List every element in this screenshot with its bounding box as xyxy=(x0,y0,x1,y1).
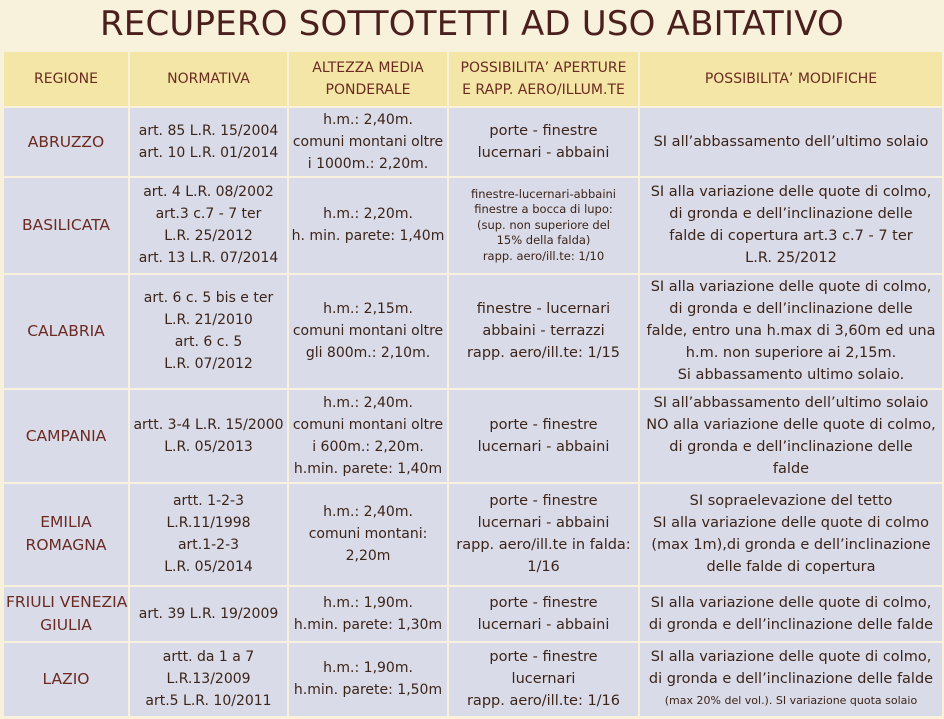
cell-normativa xyxy=(129,483,288,585)
cell-modifiche-line: SI alla variazione delle quote di colmo xyxy=(652,515,929,532)
cell-aperture-line: rapp. aero/ill.te in falda: xyxy=(456,537,631,554)
cell-normativa-line: art. 4 L.R. 08/2002 xyxy=(143,184,274,201)
cell-regione-line: ABRUZZO xyxy=(27,132,105,151)
cell-modifiche-line: Si abbassamento ultimo solaio. xyxy=(677,367,905,384)
cell-modifiche-line: di gronda e dell’inclinazione delle falde xyxy=(648,671,934,688)
cell-regione xyxy=(3,483,129,585)
cell-normativa xyxy=(129,177,288,273)
cell-modifiche xyxy=(639,107,943,177)
cell-aperture xyxy=(448,274,639,389)
cell-altezza-line: h.min. parete: 1,30m xyxy=(293,616,443,633)
cell-aperture-line: rapp. aero/ill.te: 1/15 xyxy=(466,345,621,362)
cell-aperture-line: finestre a bocca di lupo: xyxy=(474,202,613,217)
header-normativa: NORMATIVA xyxy=(129,51,288,107)
cell-normativa-line: art. 6 c. 5 xyxy=(174,334,243,351)
cell-modifiche xyxy=(639,586,943,642)
cell-normativa-line: artt. 3-4 L.R. 15/2000 xyxy=(133,417,284,434)
page-title: RECUPERO SOTTOTETTI AD USO ABITATIVO xyxy=(99,4,845,44)
cell-modifiche-line: falde di copertura art.3 c.7 - 7 ter xyxy=(669,228,913,245)
cell-modifiche xyxy=(639,483,943,585)
cell-modifiche-line: SI all’abbassamento dell’ultimo solaio xyxy=(653,134,929,151)
table-row xyxy=(3,107,943,177)
cell-altezza-line: comuni montani oltre xyxy=(292,323,444,340)
cell-aperture-line: lucernari - abbaini xyxy=(477,515,610,532)
cell-modifiche-line: SI sopraelevazione del tetto xyxy=(689,493,893,510)
cell-aperture-line: lucernari xyxy=(511,671,576,688)
cell-normativa-line: artt. 1-2-3 xyxy=(172,493,245,510)
table-row xyxy=(3,274,943,389)
table-row xyxy=(3,586,943,642)
cell-aperture-line: porte - finestre xyxy=(489,594,598,611)
cell-aperture-line: rapp. aero/ill.te: 1/10 xyxy=(482,248,605,263)
cell-aperture-line: porte - finestre xyxy=(489,123,598,140)
cell-modifiche-line: SI alla variazione delle quote di colmo, xyxy=(650,279,932,296)
header-row xyxy=(3,51,943,107)
cell-altezza-line: h. min. parete: 1,40m xyxy=(291,228,445,245)
table-row xyxy=(3,177,943,273)
header-regione: REGIONE xyxy=(3,51,129,107)
cell-regione-line: ROMAGNA xyxy=(25,536,107,555)
cell-modifiche-line: SI all’abbassamento dell’ultimo solaio xyxy=(653,395,929,412)
cell-regione-line: FRIULI VENEZIA xyxy=(6,592,128,611)
cell-regione xyxy=(3,642,129,717)
cell-normativa-line: art. 85 L.R. 15/2004 xyxy=(138,123,279,140)
cell-normativa-line: artt. da 1 a 7 xyxy=(162,649,255,666)
cell-altezza-line: h.min. parete: 1,50m xyxy=(293,682,443,699)
cell-normativa-line: L.R. 21/2010 xyxy=(164,312,253,329)
cell-aperture-line: rapp. aero/ill.te: 1/16 xyxy=(466,693,621,710)
table-row xyxy=(3,642,943,717)
cell-aperture-line: abbaini - terrazzi xyxy=(482,323,605,340)
cell-modifiche-line: falde, entro una h.max di 3,60m ed una xyxy=(646,323,936,340)
cell-normativa-line: art. 13 L.R. 07/2014 xyxy=(138,250,279,267)
cell-altezza-line: gli 800m.: 2,10m. xyxy=(305,345,431,362)
cell-modifiche-note: (max 20% del vol.). SI variazione quota solaio xyxy=(664,694,918,708)
cell-aperture xyxy=(448,107,639,177)
cell-modifiche-line: falde xyxy=(772,461,810,478)
cell-normativa-line: L.R.11/1998 xyxy=(166,515,251,532)
cell-aperture-line: porte - finestre xyxy=(489,493,598,510)
cell-altezza-line: i 1000m.: 2,20m. xyxy=(307,156,429,173)
header-altezza: ALTEZZA MEDIA PONDERALE xyxy=(288,51,448,107)
cell-regione xyxy=(3,389,129,483)
cell-normativa-line: L.R. 25/2012 xyxy=(164,228,253,245)
cell-aperture xyxy=(448,389,639,483)
cell-normativa-line: L.R. 07/2012 xyxy=(164,356,253,373)
cell-normativa-line: art.1-2-3 xyxy=(177,537,240,554)
cell-altezza-line: h.m.: 2,15m. xyxy=(323,301,413,318)
cell-modifiche-line: SI alla variazione delle quote di colmo, xyxy=(650,594,932,611)
cell-normativa-line: L.R. 05/2014 xyxy=(164,559,253,576)
cell-aperture-line: finestre-lucernari-abbaini xyxy=(471,186,616,201)
cell-aperture xyxy=(448,586,639,642)
cell-aperture xyxy=(448,483,639,585)
cell-normativa xyxy=(129,586,288,642)
cell-regione xyxy=(3,177,129,273)
cell-altezza xyxy=(288,274,448,389)
cell-regione-line: LAZIO xyxy=(42,669,90,688)
cell-altezza xyxy=(288,389,448,483)
header-modifiche: POSSIBILITA’ MODIFICHE xyxy=(639,51,943,107)
cell-altezza xyxy=(288,107,448,177)
cell-altezza-line: h.m.: 2,40m. xyxy=(323,504,413,521)
cell-modifiche-line: h.m. non superiore ai 2,15m. xyxy=(685,345,897,362)
cell-normativa-line: L.R. 05/2013 xyxy=(164,439,253,456)
cell-aperture-line: porte - finestre xyxy=(489,649,598,666)
cell-aperture-line: finestre - lucernari xyxy=(476,301,611,318)
cell-modifiche-line: SI alla variazione delle quote di colmo, xyxy=(650,184,932,201)
cell-aperture-line: 1/16 xyxy=(527,559,560,576)
cell-modifiche xyxy=(639,177,943,273)
cell-regione-line: CAMPANIA xyxy=(25,426,107,445)
cell-modifiche xyxy=(639,389,943,483)
regions-table xyxy=(2,50,944,718)
cell-normativa xyxy=(129,274,288,389)
cell-regione xyxy=(3,586,129,642)
cell-normativa-line: art.3 c.7 - 7 ter xyxy=(155,206,262,223)
cell-altezza-line: comuni montani oltre xyxy=(292,134,444,151)
cell-altezza-line: h.m.: 2,20m. xyxy=(323,206,413,223)
cell-altezza-line: h.min. parete: 1,40m xyxy=(293,461,443,478)
cell-modifiche-line: (max 1m),di gronda e dell’inclinazione xyxy=(651,537,931,554)
cell-modifiche xyxy=(639,642,943,717)
cell-altezza xyxy=(288,642,448,717)
cell-normativa xyxy=(129,389,288,483)
cell-altezza-line: comuni montani oltre xyxy=(292,417,444,434)
cell-altezza-line: 2,20m xyxy=(345,548,391,565)
table-row xyxy=(3,483,943,585)
cell-normativa-line: art. 39 L.R. 19/2009 xyxy=(138,605,279,622)
cell-altezza-line: h.m.: 1,90m. xyxy=(323,594,413,611)
cell-regione-line: BASILICATA xyxy=(22,215,110,234)
cell-normativa-line: art.5 L.R. 10/2011 xyxy=(145,693,272,710)
table-row xyxy=(3,389,943,483)
cell-modifiche-line: di gronda e dell’inclinazione delle xyxy=(669,301,913,318)
cell-normativa xyxy=(129,107,288,177)
cell-aperture-line: (sup. non superiore del xyxy=(476,217,611,232)
cell-normativa-line: art. 6 c. 5 bis e ter xyxy=(143,290,274,307)
cell-regione xyxy=(3,107,129,177)
cell-altezza-line: h.m.: 2,40m. xyxy=(323,112,413,129)
cell-altezza xyxy=(288,177,448,273)
cell-modifiche-line: SI alla variazione delle quote di colmo, xyxy=(650,649,932,666)
cell-modifiche-line: di gronda e dell’inclinazione delle falde xyxy=(648,616,934,633)
cell-regione-line: EMILIA xyxy=(40,513,92,532)
cell-normativa-line: L.R.13/2009 xyxy=(166,671,251,688)
cell-altezza-line: i 600m.: 2,20m. xyxy=(312,439,424,456)
cell-aperture xyxy=(448,642,639,717)
cell-modifiche-line: delle falde di copertura xyxy=(706,559,876,576)
cell-aperture-line: 15% della falda) xyxy=(496,233,591,248)
cell-altezza xyxy=(288,586,448,642)
cell-modifiche-line: L.R. 25/2012 xyxy=(745,250,837,267)
cell-altezza-line: comuni montani: xyxy=(308,526,428,543)
cell-regione-line: GIULIA xyxy=(40,615,92,634)
header-aperture: POSSIBILITA’ APERTURE E RAPP. AERO/ILLUM.TE xyxy=(448,51,639,107)
cell-modifiche xyxy=(639,274,943,389)
cell-normativa-line: art. 10 L.R. 01/2014 xyxy=(138,145,279,162)
cell-aperture-line: lucernari - abbaini xyxy=(477,616,610,633)
cell-aperture xyxy=(448,177,639,273)
cell-modifiche-line: di gronda e dell’inclinazione delle xyxy=(669,206,913,223)
cell-aperture-line: lucernari - abbaini xyxy=(477,439,610,456)
cell-aperture-line: porte - finestre xyxy=(489,417,598,434)
cell-altezza-line: h.m.: 2,40m. xyxy=(323,395,413,412)
cell-modifiche-line: NO alla variazione delle quote di colmo, xyxy=(646,417,936,434)
cell-regione-line: CALABRIA xyxy=(27,321,105,340)
cell-regione xyxy=(3,274,129,389)
cell-altezza-line: h.m.: 1,90m. xyxy=(323,660,413,677)
cell-modifiche-line: di gronda e dell’inclinazione delle xyxy=(669,439,913,456)
cell-normativa xyxy=(129,642,288,717)
cell-altezza xyxy=(288,483,448,585)
cell-aperture-line: lucernari - abbaini xyxy=(477,145,610,162)
